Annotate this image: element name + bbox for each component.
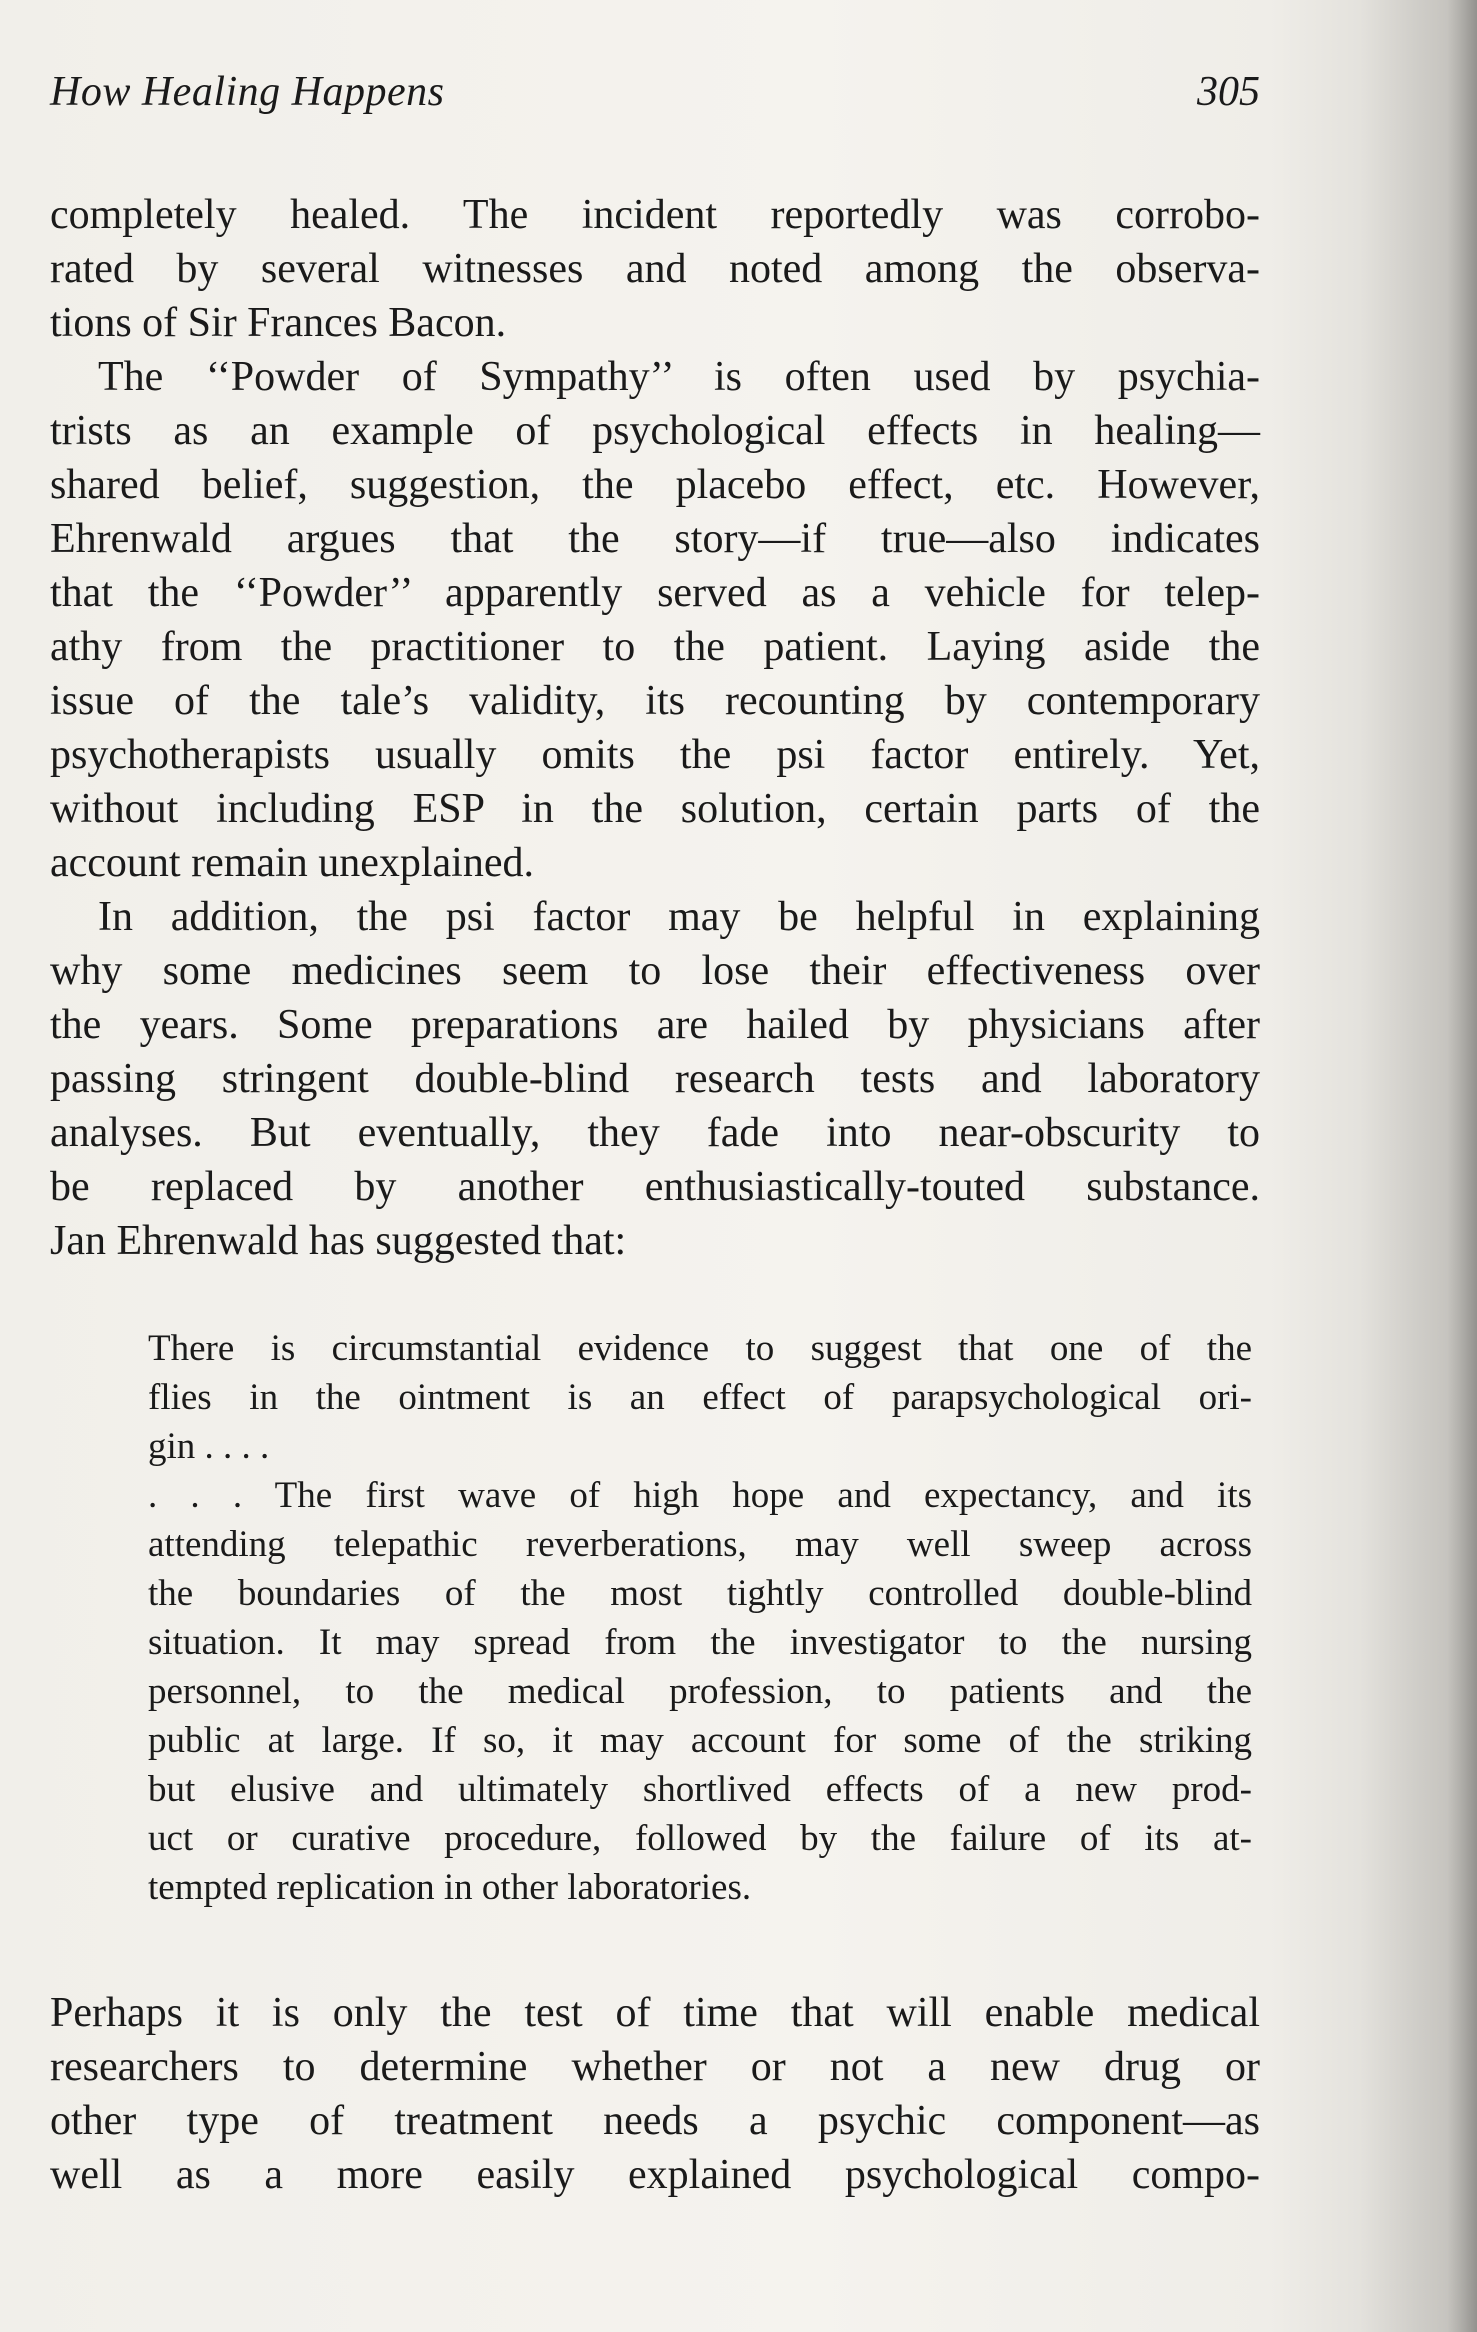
- quote-line: There is circumstantial evidence to suggest that one of the: [148, 1328, 1252, 1369]
- text-line: the years. Some preparations are hailed by physicians after: [50, 1002, 1260, 1048]
- quote-line: personnel, to the medical profession, to patients and the: [148, 1671, 1252, 1712]
- quote-line: gin . . . .: [148, 1426, 270, 1467]
- text-line: In addition, the psi factor may be helpful in explaining: [98, 894, 1260, 940]
- quote-line: . . . The first wave of high hope and expectancy, and its: [148, 1475, 1252, 1516]
- text-line: Perhaps it is only the test of time that will enable medical: [50, 1990, 1260, 2036]
- text-line: shared belief, suggestion, the placebo effect, etc. However,: [50, 462, 1260, 508]
- text-line: be replaced by another enthusiastically-touted substance.: [50, 1164, 1260, 1210]
- quote-line: flies in the ointment is an effect of parapsychological ori-: [148, 1377, 1252, 1418]
- quote-line: uct or curative procedure, followed by the failure of its at-: [148, 1818, 1252, 1859]
- text-line: athy from the practitioner to the patient. Laying aside the: [50, 624, 1260, 670]
- text-line: other type of treatment needs a psychic component—as: [50, 2098, 1260, 2144]
- text-line: researchers to determine whether or not a new drug or: [50, 2044, 1260, 2090]
- text-line: Ehrenwald argues that the story—if true—also indicates: [50, 516, 1260, 562]
- quote-line: attending telepathic reverberations, may well sweep across: [148, 1524, 1252, 1565]
- text-line: The ‘‘Powder of Sympathy’’ is often used by psychia-: [98, 354, 1260, 400]
- text-line: passing stringent double-blind research tests and laboratory: [50, 1056, 1260, 1102]
- quote-line: public at large. If so, it may account for some of the striking: [148, 1720, 1252, 1761]
- text-line: why some medicines seem to lose their effectiveness over: [50, 948, 1260, 994]
- page-number: 305: [1197, 69, 1260, 115]
- running-title: How Healing Happens: [50, 69, 445, 115]
- text-line: Jan Ehrenwald has suggested that:: [50, 1218, 627, 1264]
- quote-line: the boundaries of the most tightly controlled double-blind: [148, 1573, 1252, 1614]
- running-head: [50, 68, 1260, 128]
- text-line: trists as an example of psychological effects in healing—: [50, 408, 1260, 454]
- closing-paragraph: [50, 1986, 1260, 2202]
- text-line: tions of Sir Frances Bacon.: [50, 300, 507, 346]
- page-edge-shadow: [1447, 0, 1477, 2332]
- quote-line: situation. It may spread from the investigator to the nursing: [148, 1622, 1252, 1663]
- block-quote: [148, 1324, 1252, 1912]
- text-line: rated by several witnesses and noted among the observa-: [50, 246, 1260, 292]
- text-line: without including ESP in the solution, certain parts of the: [50, 786, 1260, 832]
- text-line: that the ‘‘Powder’’ apparently served as a vehicle for telep-: [50, 570, 1260, 616]
- text-line: well as a more easily explained psychological compo-: [50, 2152, 1260, 2198]
- text-line: account remain unexplained.: [50, 840, 534, 886]
- quote-line: tempted replication in other laboratories.: [148, 1867, 752, 1908]
- quote-line: but elusive and ultimately shortlived effects of a new prod-: [148, 1769, 1252, 1810]
- text-line: issue of the tale’s validity, its recounting by contemporary: [50, 678, 1260, 724]
- text-line: analyses. But eventually, they fade into near-obscurity to: [50, 1110, 1260, 1156]
- text-line: completely healed. The incident reportedly was corrobo-: [50, 192, 1260, 238]
- body-text: [50, 188, 1260, 1268]
- text-line: psychotherapists usually omits the psi factor entirely. Yet,: [50, 732, 1260, 778]
